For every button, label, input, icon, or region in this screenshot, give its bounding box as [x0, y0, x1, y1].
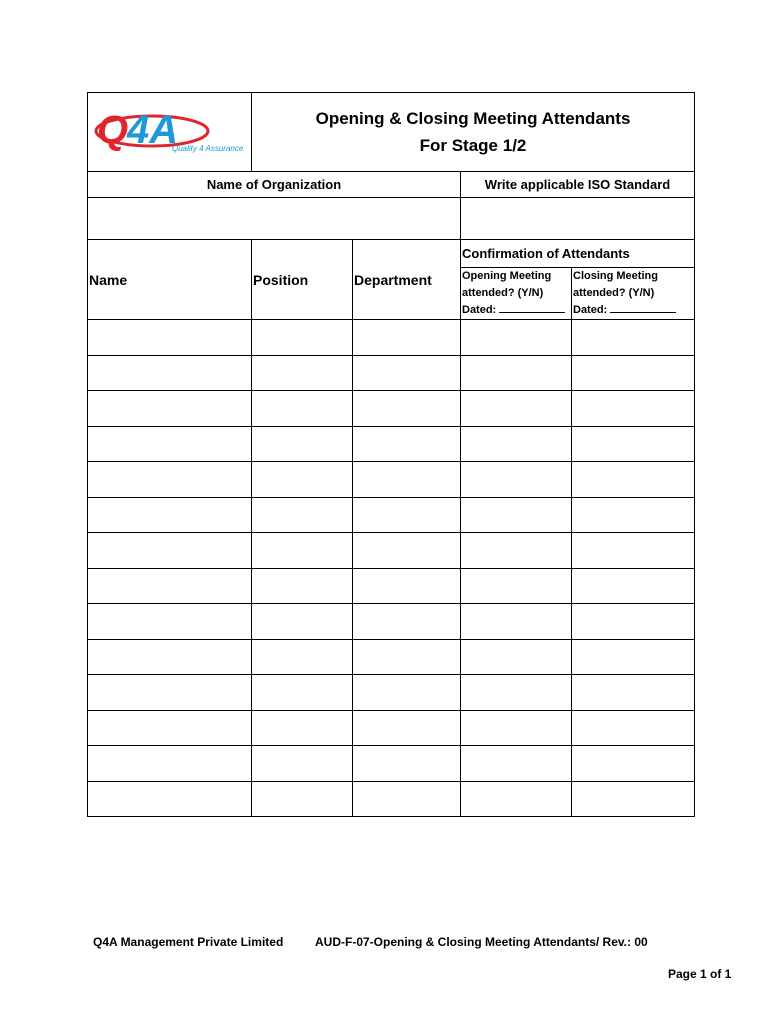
table-row	[88, 710, 695, 746]
cell-department[interactable]	[353, 604, 461, 640]
cell-opening[interactable]	[461, 426, 572, 462]
opening-meeting-label: Opening Meeting	[462, 270, 552, 282]
page-number: Page 1 of 1	[668, 967, 732, 981]
footer-company: Q4A Management Private Limited	[93, 935, 284, 949]
cell-closing[interactable]	[572, 781, 695, 817]
cell-closing[interactable]	[572, 426, 695, 462]
cell-closing[interactable]	[572, 568, 695, 604]
cell-name[interactable]	[88, 746, 252, 782]
cell-opening[interactable]	[461, 355, 572, 391]
closing-dated-row	[573, 302, 694, 319]
cell-position[interactable]	[252, 391, 353, 427]
cell-name[interactable]	[88, 639, 252, 675]
cell-opening[interactable]	[461, 675, 572, 711]
cell-closing[interactable]	[572, 604, 695, 640]
logo-tagline: Quality 4 Assurance	[172, 144, 244, 153]
cell-closing[interactable]	[572, 462, 695, 498]
cell-position[interactable]	[252, 568, 353, 604]
cell-department[interactable]	[353, 320, 461, 356]
cell-opening[interactable]	[461, 710, 572, 746]
cell-opening[interactable]	[461, 639, 572, 675]
cell-name[interactable]	[88, 781, 252, 817]
cell-department[interactable]	[353, 710, 461, 746]
cell-opening[interactable]	[461, 781, 572, 817]
cell-department[interactable]	[353, 391, 461, 427]
table-row	[88, 426, 695, 462]
opening-meeting-header	[461, 268, 572, 320]
cell-opening[interactable]	[461, 533, 572, 569]
attendance-form	[87, 92, 695, 817]
cell-opening[interactable]	[461, 320, 572, 356]
cell-position[interactable]	[252, 497, 353, 533]
cell-department[interactable]	[353, 426, 461, 462]
opening-date-line[interactable]	[499, 303, 565, 313]
table-row	[88, 781, 695, 817]
cell-department[interactable]	[353, 568, 461, 604]
cell-position[interactable]	[252, 639, 353, 675]
opening-attended-label: attended? (Y/N)	[462, 287, 544, 299]
cell-position[interactable]	[252, 355, 353, 391]
cell-name[interactable]	[88, 426, 252, 462]
cell-position[interactable]	[252, 710, 353, 746]
table-row	[88, 320, 695, 356]
cell-name[interactable]	[88, 497, 252, 533]
cell-department[interactable]	[353, 497, 461, 533]
cell-department[interactable]	[353, 746, 461, 782]
cell-department[interactable]	[353, 462, 461, 498]
position-column-header: Position	[252, 240, 353, 320]
cell-name[interactable]	[88, 320, 252, 356]
closing-meeting-header	[572, 268, 695, 320]
cell-closing[interactable]	[572, 497, 695, 533]
table-row	[88, 604, 695, 640]
cell-position[interactable]	[252, 320, 353, 356]
cell-closing[interactable]	[572, 675, 695, 711]
attendee-rows	[88, 320, 695, 817]
cell-closing[interactable]	[572, 639, 695, 675]
cell-closing[interactable]	[572, 355, 695, 391]
cell-name[interactable]	[88, 533, 252, 569]
cell-department[interactable]	[353, 675, 461, 711]
form-title	[252, 93, 695, 172]
table-row	[88, 533, 695, 569]
closing-dated-label: Dated:	[573, 304, 608, 316]
cell-closing[interactable]	[572, 746, 695, 782]
cell-closing[interactable]	[572, 710, 695, 746]
cell-position[interactable]	[252, 781, 353, 817]
cell-position[interactable]	[252, 675, 353, 711]
cell-department[interactable]	[353, 355, 461, 391]
cell-closing[interactable]	[572, 391, 695, 427]
cell-opening[interactable]	[461, 746, 572, 782]
table-row	[88, 497, 695, 533]
svg-text:4A: 4A	[127, 108, 179, 152]
cell-position[interactable]	[252, 746, 353, 782]
logo-cell	[88, 93, 252, 172]
table-row	[88, 355, 695, 391]
cell-department[interactable]	[353, 639, 461, 675]
cell-name[interactable]	[88, 604, 252, 640]
closing-meeting-label: Closing Meeting	[573, 270, 658, 282]
footer-doc-code: AUD-F-07-Opening & Closing Meeting Attendants/ Rev.: 00	[315, 935, 648, 949]
table-row	[88, 639, 695, 675]
cell-opening[interactable]	[461, 568, 572, 604]
cell-closing[interactable]	[572, 320, 695, 356]
table-row	[88, 462, 695, 498]
cell-opening[interactable]	[461, 604, 572, 640]
table-row	[88, 675, 695, 711]
org-name-header: Name of Organization	[88, 172, 461, 198]
cell-position[interactable]	[252, 533, 353, 569]
cell-position[interactable]	[252, 426, 353, 462]
cell-name[interactable]	[88, 462, 252, 498]
title-line-2: For Stage 1/2	[419, 136, 527, 155]
cell-name[interactable]	[88, 710, 252, 746]
closing-attended-label: attended? (Y/N)	[573, 287, 655, 299]
table-row	[88, 391, 695, 427]
table-row	[88, 568, 695, 604]
opening-dated-row	[462, 302, 571, 319]
department-column-header: Department	[353, 240, 461, 320]
name-column-header: Name	[88, 240, 252, 320]
confirmation-header: Confirmation of Attendants	[461, 240, 695, 268]
cell-opening[interactable]	[461, 391, 572, 427]
cell-position[interactable]	[252, 462, 353, 498]
cell-name[interactable]	[88, 568, 252, 604]
closing-date-line[interactable]	[610, 303, 676, 313]
cell-name[interactable]	[88, 391, 252, 427]
cell-opening[interactable]	[461, 462, 572, 498]
svg-text:Q: Q	[97, 108, 129, 152]
cell-name[interactable]	[88, 355, 252, 391]
cell-name[interactable]	[88, 675, 252, 711]
table-row	[88, 746, 695, 782]
org-name-field[interactable]	[88, 198, 461, 240]
cell-position[interactable]	[252, 604, 353, 640]
title-line-1: Opening & Closing Meeting Attendants	[315, 109, 631, 128]
q4a-logo	[94, 105, 254, 155]
cell-opening[interactable]	[461, 497, 572, 533]
iso-standard-field[interactable]	[461, 198, 695, 240]
cell-closing[interactable]	[572, 533, 695, 569]
opening-dated-label: Dated:	[462, 304, 497, 316]
iso-standard-header: Write applicable ISO Standard	[461, 172, 695, 198]
cell-department[interactable]	[353, 781, 461, 817]
cell-department[interactable]	[353, 533, 461, 569]
